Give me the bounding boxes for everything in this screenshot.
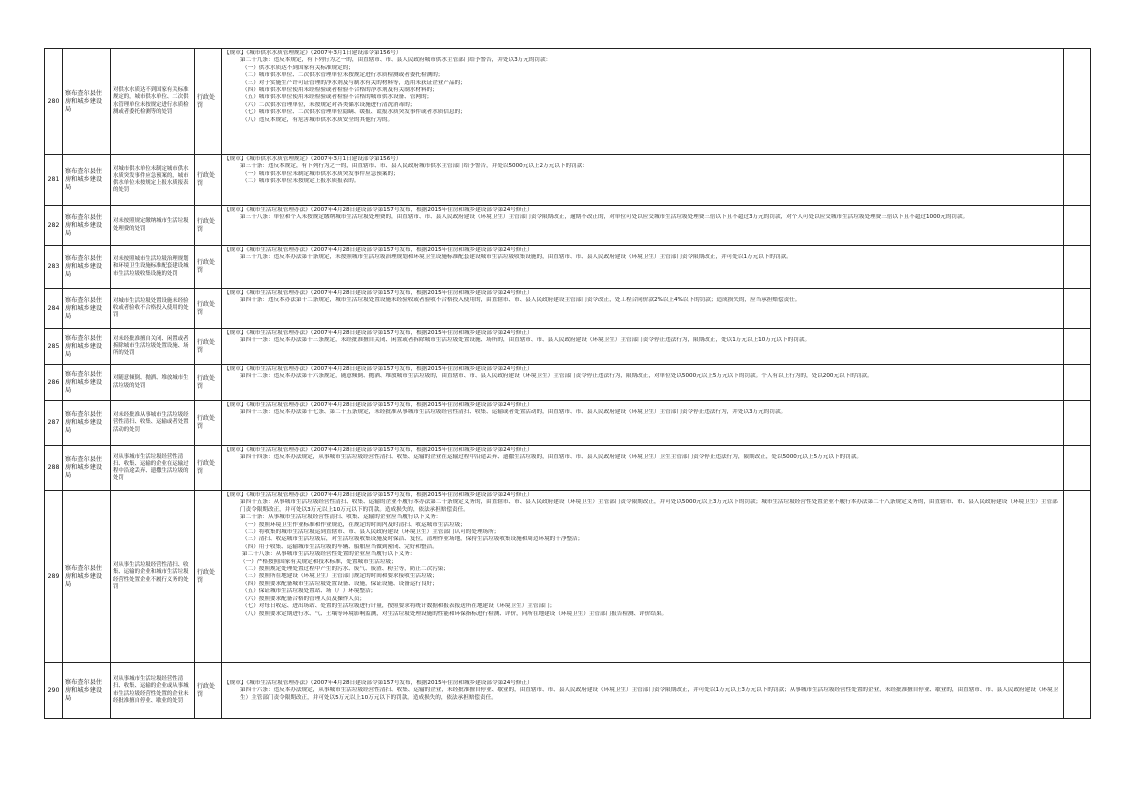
row-number: 287 <box>45 401 63 446</box>
basis-line: （四）城市供水单位使用未经检验或者检验不合格的净水剂及有关制水材料的； <box>242 87 438 94</box>
remarks-cell <box>1064 446 1091 491</box>
legal-basis-cell <box>222 289 1064 329</box>
department-cell: 察布查尔县住房和城乡建设局 <box>63 491 111 663</box>
item-type-cell: 行政处罚 <box>195 155 222 206</box>
remarks-cell <box>1064 401 1091 446</box>
item-name-cell: 对从事生活垃圾经营性清扫、收集、运输的企业和城市生活垃圾经营性处置企业不履行义务的处罚 <box>111 491 195 663</box>
legal-basis-cell <box>222 206 1064 246</box>
basis-line: 【规章】《城市生活垃圾管理办法》（2007年4月28日建设部令第157号发布，根据2015年住房和城乡建设部令第24号修正） <box>224 447 533 453</box>
basis-line: 第二十九条：违反本规定，有下列行为之一的，由直辖市、市、县人民政府城市供水主管部门给予警告，并处以3万元的罚款： <box>240 57 552 64</box>
item-name-cell: 对随意倾倒、抛洒、堆放城市生活垃圾的处罚 <box>111 365 195 401</box>
legal-basis-cell <box>222 446 1064 491</box>
item-type-cell: 行政处罚 <box>195 49 222 155</box>
row-number: 288 <box>45 446 63 491</box>
basis-line: （四）用于收集、运输城市生活垃圾的车辆、船舶应当做到密闭、完好和整洁。 <box>242 543 438 550</box>
row-number: 280 <box>45 49 63 155</box>
item-type-cell: 行政处罚 <box>195 329 222 365</box>
legal-basis-cell <box>222 491 1064 663</box>
basis-line: 第四十一条：违反本办法第十三条规定，未经批准擅自关闭、闲置或者拆除城市生活垃圾处置设施、场所的，由直辖市、市、县人民政府建设（环境卫生）主管部门责令停止违法行为，限期改正，处以1万元以上10万元以下的罚款。 <box>240 337 811 344</box>
table-row <box>45 491 1091 663</box>
item-name-cell: 对从事城市生活垃圾经营性清扫、收集、运输的企业或从事城市生活垃圾经营性处置的企业未经批准擅自停业、歇业的处罚 <box>111 663 195 719</box>
basis-line: （二）将收集的城市生活垃圾运到直辖市、市、县人民政府建设（环境卫生）主管部门认可的处理场所； <box>242 529 500 536</box>
item-name-cell: 对未经批准擅自关闭、闲置或者拆除城市生活垃圾处置设施、场所的处罚 <box>111 329 195 365</box>
remarks-cell <box>1064 289 1091 329</box>
legal-basis-cell <box>222 329 1064 365</box>
basis-line: 【规章】《城市生活垃圾管理办法》（2007年4月28日建设部令第157号发布，根据2015年住房和城乡建设部令第24号修正） <box>224 366 533 372</box>
basis-line: （二）城市供水单位、二次供水管理单位未按规定进行水质检测或者委托检测的； <box>242 72 444 79</box>
item-name-cell: 对未按照规定缴纳城市生活垃圾处理费的处罚 <box>111 206 195 246</box>
department-cell: 察布查尔县住房和城乡建设局 <box>63 446 111 491</box>
basis-line: 第四十三条：违反本办法第十七条、第二十五条规定，未经批准从事城市生活垃圾经营性清扫、收集、运输或者处置活动的，由直辖市、市、县人民政府建设（环境卫生）主管部门责令停止违法行为，并处以3万元的罚款。 <box>240 409 787 416</box>
department-cell: 察布查尔县住房和城乡建设局 <box>63 206 111 246</box>
department-cell: 察布查尔县住房和城乡建设局 <box>63 155 111 206</box>
legal-basis-cell <box>222 401 1064 446</box>
basis-line: 第四十二条：违反本办法第十六条规定，随意倾倒、抛洒、堆放城市生活垃圾的，由直辖市、市、县人民政府建设（环境卫生）主管部门责令停止违法行为，限期改正，对单位处以5000元以上5万元以下的罚款。个人有以上行为的，处以200元以下的罚款。 <box>240 373 873 380</box>
item-type-cell: 行政处罚 <box>195 446 222 491</box>
basis-line: （一）供水水质达不到国家有关标准规定的； <box>242 64 354 71</box>
basis-line: （七）对每日收运、进出场站、处置的生活垃圾进行计量，按照要求将统计数据和报表报送所在地建设（环境卫生）主管部门； <box>242 603 556 610</box>
legal-basis-cell <box>222 365 1064 401</box>
table-row <box>45 663 1091 719</box>
row-number: 281 <box>45 155 63 206</box>
table-row <box>45 329 1091 365</box>
row-number: 290 <box>45 663 63 719</box>
department-cell: 察布查尔县住房和城乡建设局 <box>63 663 111 719</box>
item-type-cell: 行政处罚 <box>195 491 222 663</box>
item-type-cell: 行政处罚 <box>195 206 222 246</box>
basis-line: 【规章】《城市生活垃圾管理办法》（2007年4月28日建设部令第157号发布，根据2015年住房和城乡建设部令第24号修正） <box>224 402 533 408</box>
basis-line: （一）城市供水单位未制定城市供水水质突发事件应急预案的； <box>242 170 399 177</box>
basis-line: （六）二次供水管理单位，未按规定对各类储水设施进行清洗消毒的； <box>242 101 416 108</box>
basis-line: （四）按照要求配备城市生活垃圾处置设备、设施，保证设施、设备运行良好； <box>242 580 438 587</box>
basis-line: （二）按照规定处理处置过程中产生的污水、废气、废渣、粉尘等，防止二次污染； <box>242 566 449 573</box>
remarks-cell <box>1064 663 1091 719</box>
row-number: 289 <box>45 491 63 663</box>
item-name-cell: 对从事城市生活垃圾经营性清扫、收集、运输的企业在运输过程中沿途丢弃、遗撒生活垃圾的处罚 <box>111 446 195 491</box>
basis-line: 【规章】《城市供水水质管理规定》（2007年3月1日建设部令第156号） <box>224 50 402 56</box>
basis-line: 第四十四条：违反本办法规定，从事城市生活垃圾经营性清扫、收集、运输的企业在运输过程中沿途丢弃、遗撒生活垃圾的，由直辖市、市、县人民政府建设（环境卫生）卫生主管部门责令停止违法行为，限期改正，处以5000元以上5万元以下的罚款。 <box>240 454 862 461</box>
basis-line: 第四十五条：从事城市生活垃圾经营性清扫、收集、运输的企业不履行本办法第二十条规定义务的，由直辖市、市、县人民政府建设（环境卫生）主管部门责令限期改正，并可处以5000元以上3万元以下的罚款；城市生活垃圾经营性处置企业不履行本办法第二十八条规定义务的，由直辖市、市、县人民政府建设（环境卫生）主管部门责令限期改正，并可处以3万元以上10万元以下的罚款。造成损失的，依法承担赔偿责任。 <box>240 499 1058 513</box>
basis-line: 【规章】《城市生活垃圾管理办法》（2007年4月28日建设部令第157号发布，根据2015年住房和城乡建设部令第24号修正） <box>224 247 533 253</box>
basis-line: （二）城市供水单位未按规定上报水质报表的。 <box>242 178 360 185</box>
basis-line: 第三十九条：违反本办法第十条规定，未按照城市生活垃圾治理规划和环境卫生设施标准配套建设城市生活垃圾收集设施的，由直辖市、市、县人民政府建设（环境卫生）主管部门责令限期改正，并可处以1万元以下的罚款。 <box>240 254 792 261</box>
basis-line: （五）城市供水单位使用未经检验或者检验不合格的城市供水设备、管网的； <box>242 94 433 101</box>
department-cell: 察布查尔县住房和城乡建设局 <box>63 365 111 401</box>
department-cell: 察布查尔县住房和城乡建设局 <box>63 246 111 289</box>
row-number: 283 <box>45 246 63 289</box>
item-type-cell: 行政处罚 <box>195 365 222 401</box>
basis-line: 【规章】《城市生活垃圾管理办法》（2007年4月28日建设部令第157号发布，根据2015年住房和城乡建设部令第24号修正） <box>224 330 533 336</box>
remarks-cell <box>1064 246 1091 289</box>
basis-line: （七）城市供水单位、二次供水管理单位隐瞒、缓报、谎报水质突发事件或者水质信息的； <box>242 109 466 116</box>
row-number: 286 <box>45 365 63 401</box>
basis-line: （三）对于实施生产许可证管理的净水剂及与制水有关的材料等，选用未获证企业产品的； <box>242 79 466 86</box>
item-type-cell: 行政处罚 <box>195 246 222 289</box>
item-type-cell: 行政处罚 <box>195 401 222 446</box>
penalty-items-table <box>44 48 1091 719</box>
item-name-cell: 对未按照城市生活垃圾治理规划和环境卫生设施标准配套建设城市生活垃圾收集设施的处罚 <box>111 246 195 289</box>
legal-basis-cell <box>222 49 1064 155</box>
legal-basis-cell <box>222 155 1064 206</box>
table-row <box>45 49 1091 155</box>
basis-line: （六）按照要求配备合格的管理人员及操作人员； <box>242 595 366 602</box>
table-row <box>45 401 1091 446</box>
department-cell: 察布查尔县住房和城乡建设局 <box>63 49 111 155</box>
table-row <box>45 246 1091 289</box>
basis-line: 【规章】《城市生活垃圾管理办法》（2007年4月28日建设部令第157号发布，根据2015年住房和城乡建设部令第24号修正） <box>224 290 533 296</box>
basis-line: 【规章】《城市生活垃圾管理办法》（2007年4月28日建设部令第157号发布，根据2015年住房和城乡建设部令第24号修正） <box>224 492 533 498</box>
row-number: 282 <box>45 206 63 246</box>
basis-line: （八）按照要求定期进行水、气、土壤等环境影响监测，对生活垃圾处理设施的性能和环保指标进行检测、评价，向所在地建设（环境卫生）主管部门报告检测、评价结果。 <box>242 610 668 617</box>
basis-line: 第四十六条：违反本办法规定，从事城市生活垃圾经营性清扫、收集、运输的企业，未经批准擅自停业、歇业的，由直辖市、市、县人民政府建设（环境卫生）主管部门责令限期改正，并可处以1万元以上3万元以下的罚款；从事城市生活垃圾经营性处置的企业，未经批准擅自停业、歇业的，由直辖市、市、县人民政府建设（环境卫生）主管部门责令限期改正，并可处以5万元以上10万元以下的罚款。造成损失的，依法承担赔偿责任。 <box>240 687 1059 701</box>
row-number: 284 <box>45 289 63 329</box>
department-cell: 察布查尔县住房和城乡建设局 <box>63 289 111 329</box>
item-name-cell: 对城市生活垃圾处置设施未经验收或者验收不合格投入使用的处罚 <box>111 289 195 329</box>
item-type-cell: 行政处罚 <box>195 289 222 329</box>
legal-basis-cell <box>222 663 1064 719</box>
remarks-cell <box>1064 365 1091 401</box>
basis-line: 第二十八条：从事城市生活垃圾经营性处置的企业应当履行以下义务： <box>242 551 416 558</box>
basis-line: （三）清扫、收运城市生活垃圾后，对生活垃圾收集设施及时保洁、复位，清理作业场地，保持生活垃圾收集设施和周边环境的干净整洁； <box>242 536 584 543</box>
basis-line: （五）保证城市生活垃圾处置站、场（厂）环境整洁； <box>242 588 377 595</box>
basis-line: （八）违反本规定，有危害城市供水水质安全的其他行为的。 <box>242 116 394 123</box>
legal-basis-cell <box>222 246 1064 289</box>
basis-line: 第四十条：违反本办法第十二条规定，城市生活垃圾处置设施未经验收或者验收不合格投入使用的，由直辖市、市、县人民政府建设主管部门责令改正，处工程合同价款2%以上4%以下的罚款；造成损失的，应当承担赔偿责任。 <box>240 297 801 304</box>
basis-line: （一）严格按照国家有关规定和技术标准，处置城市生活垃圾； <box>240 558 397 565</box>
basis-line: 【规章】《城市生活垃圾管理办法》（2007年4月28日建设部令第157号发布，根据2015年住房和城乡建设部令第24号修正） <box>224 207 533 213</box>
table-row <box>45 206 1091 246</box>
basis-line: 第三十条：违反本规定，有下列行为之一的，由直辖市、市、县人民政府城市供水主管部门给予警告，并处以5000元以上2万元以下的罚款： <box>240 163 588 170</box>
item-type-cell: 行政处罚 <box>195 663 222 719</box>
table-row <box>45 446 1091 491</box>
remarks-cell <box>1064 206 1091 246</box>
table-row <box>45 289 1091 329</box>
remarks-cell <box>1064 49 1091 155</box>
table-row <box>45 365 1091 401</box>
basis-line: （三）按照所在地建设（环境卫生）主管部门规定的时间和要求接收生活垃圾； <box>242 573 438 580</box>
item-name-cell: 对城市供水单位未制定城市供水水质突发事件应急预案的，城市供水单位未按规定上报水质报表的处罚 <box>111 155 195 206</box>
table-row <box>45 155 1091 206</box>
item-name-cell: 对未经批准从事城市生活垃圾经营性清扫、收集、运输或者处置活动的处罚 <box>111 401 195 446</box>
department-cell: 察布查尔县住房和城乡建设局 <box>63 329 111 365</box>
row-number: 285 <box>45 329 63 365</box>
department-cell: 察布查尔县住房和城乡建设局 <box>63 401 111 446</box>
remarks-cell <box>1064 329 1091 365</box>
basis-line: 【规章】《城市供水水质管理规定》（2007年3月1日建设部令第156号） <box>224 156 402 162</box>
remarks-cell <box>1064 155 1091 206</box>
basis-line: 【规章】《城市生活垃圾管理办法》（2007年4月28日建设部令第157号发布，根据2015年住房和城乡建设部令第24号修正） <box>224 679 533 686</box>
basis-line: 第三十八条：单位和个人未按规定缴纳城市生活垃圾处理费的，由直辖市、市、县人民政府建设（环境卫生）主管部门责令限期改正，逾期不改正的，对单位可处以应交城市生活垃圾处理费三倍以下且不超过3万元的罚款，对个人可处以应交城市生活垃圾处理费三倍以下且不超过1000元的罚款。 <box>240 214 969 221</box>
item-name-cell: 对供水水质达不到国家有关标准规定的，城市供水单位、二次供水管理单位未按规定进行水质检测或者委托检测等的处罚 <box>111 49 195 155</box>
basis-line: 第二十条：从事城市生活垃圾经营性清扫、收集、运输的企业应当履行以下义务： <box>240 514 442 521</box>
remarks-cell <box>1064 491 1091 663</box>
basis-line: （一）按照环境卫生作业标准和作业规范，在规定的时间内及时清扫、收运城市生活垃圾； <box>242 521 466 528</box>
